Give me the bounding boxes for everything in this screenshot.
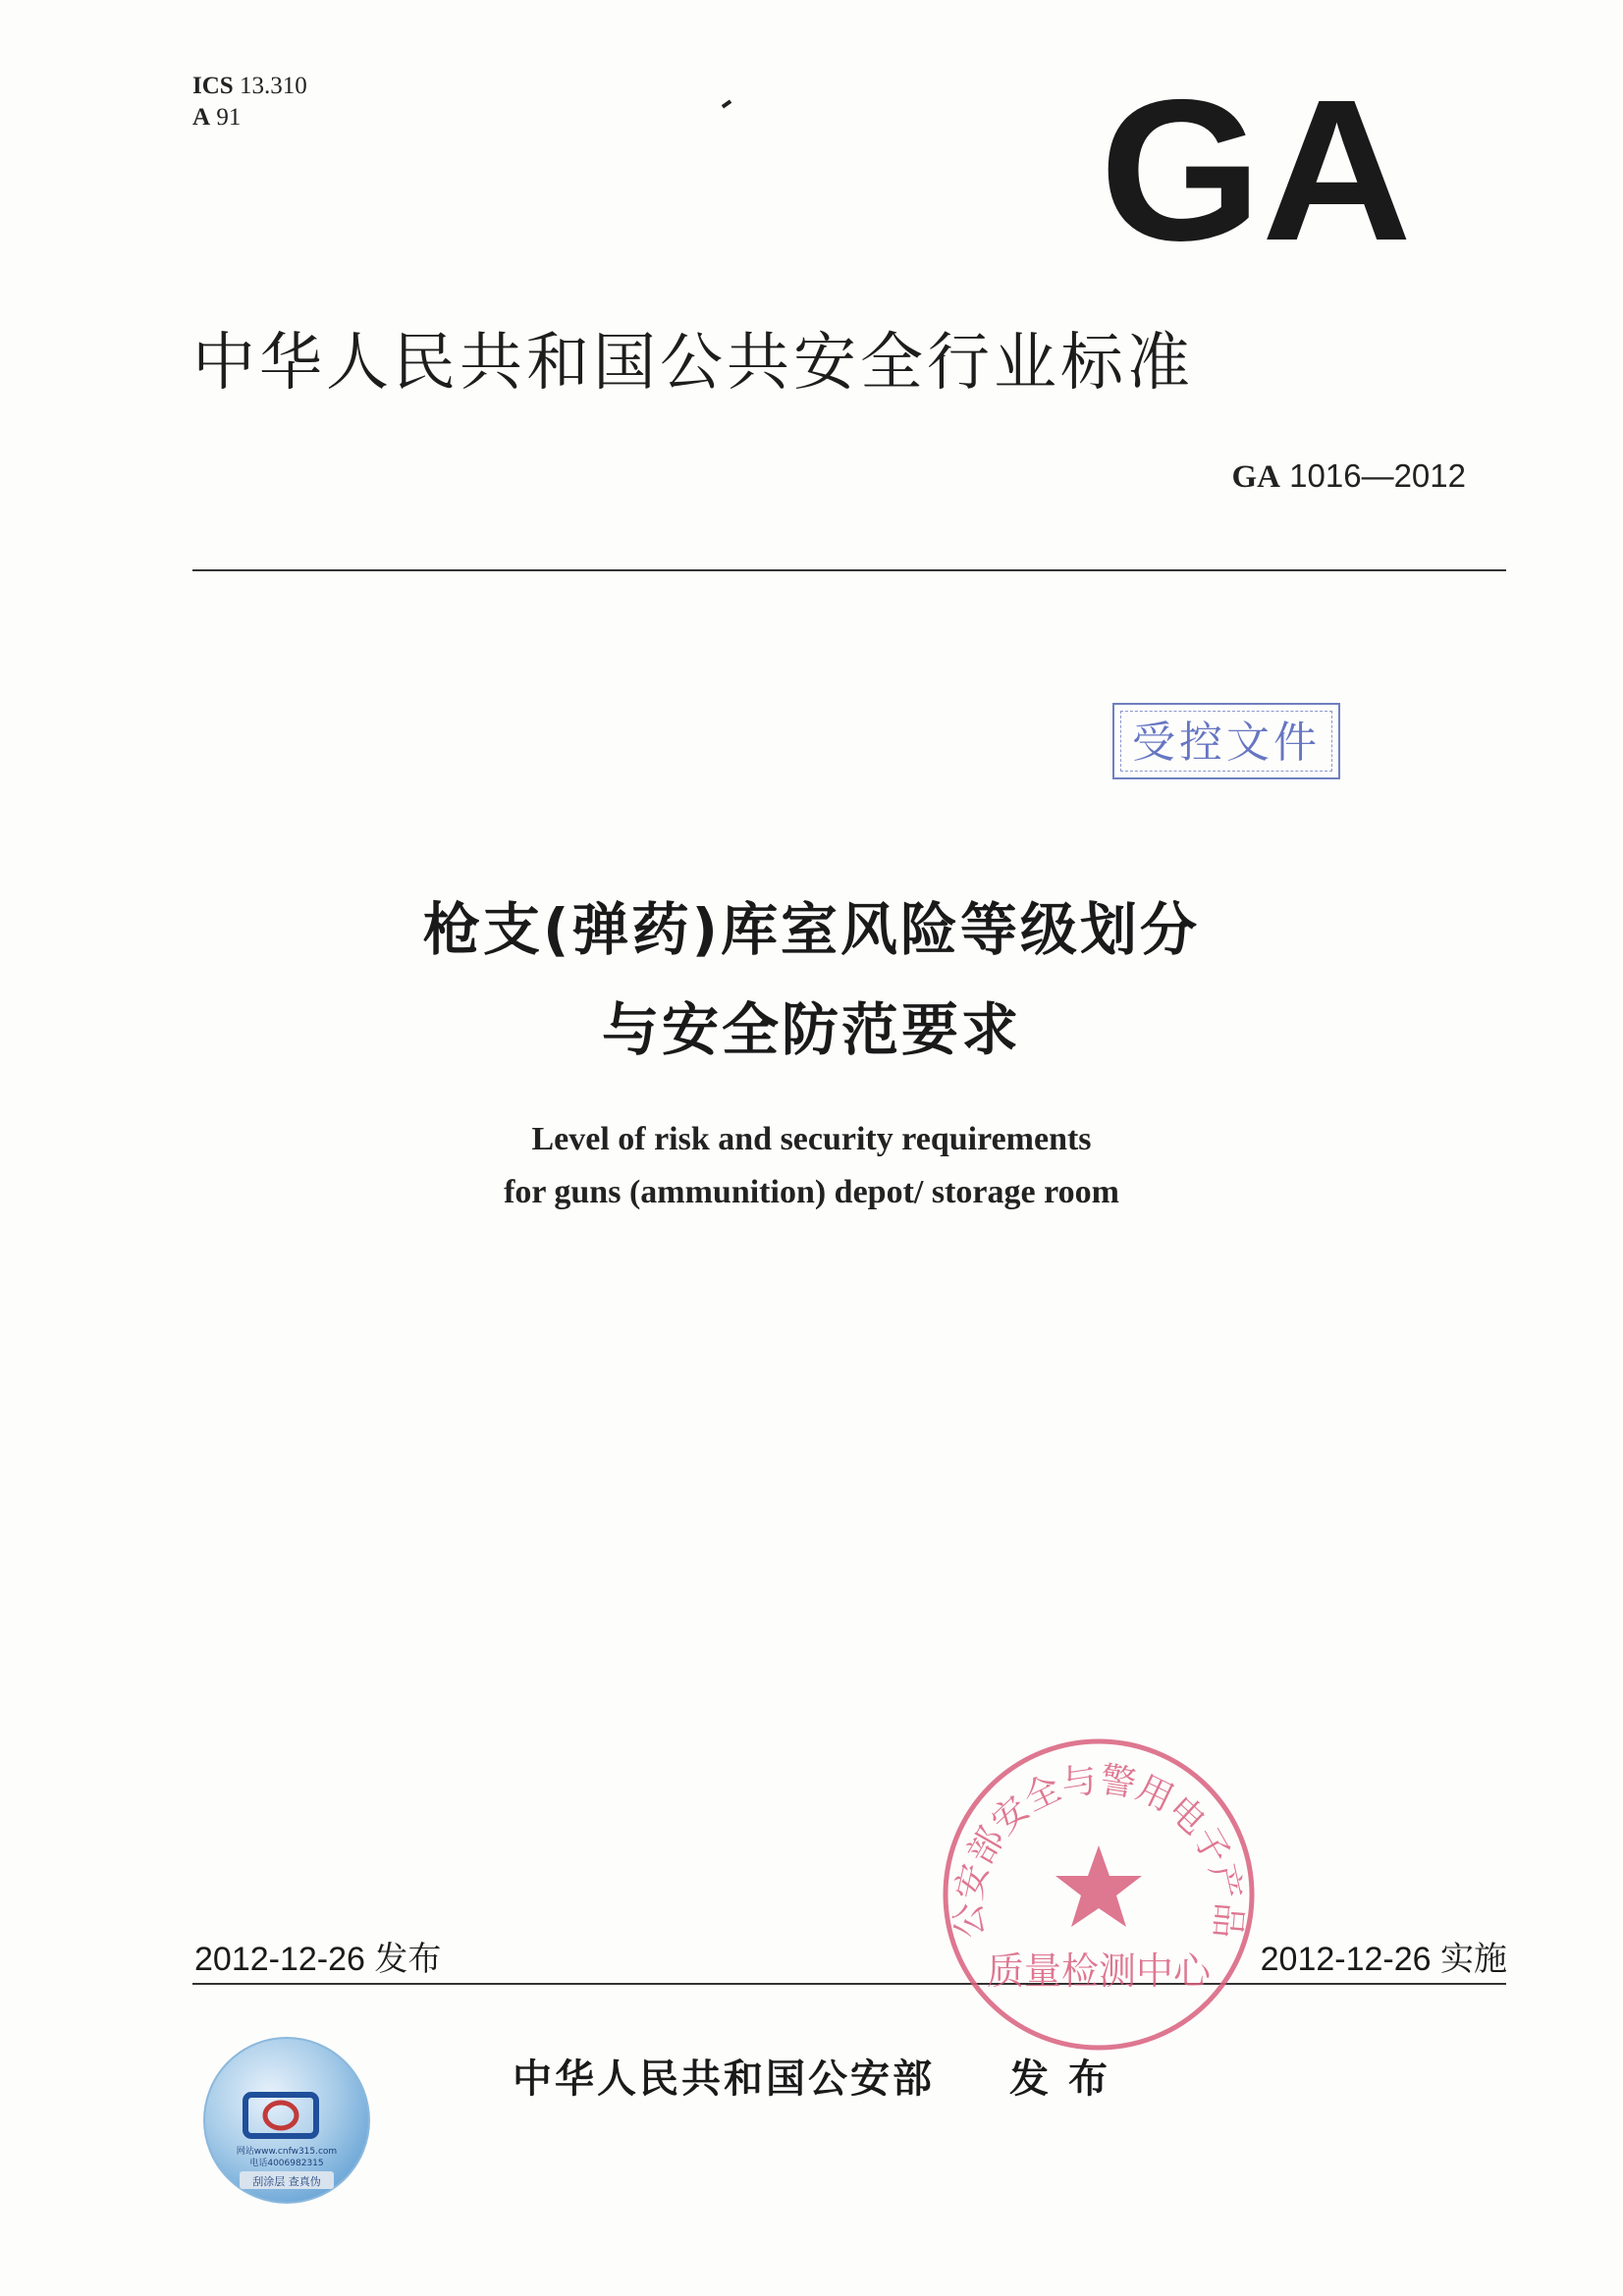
standard-number-prefix: GA	[1231, 459, 1280, 495]
header-divider	[192, 569, 1506, 571]
title-en-line1: Level of risk and security requirements	[531, 1121, 1092, 1157]
seal-ring-text: 公安部安全与警用电子产品	[948, 1759, 1249, 1940]
inspection-seal	[937, 1733, 1261, 2056]
hologram-phone-text: 电话4006982315	[249, 2159, 324, 2168]
scan-speck	[722, 99, 731, 108]
hologram-url-text: 网站www.cnfw315.com	[236, 2147, 338, 2157]
ccs-label: A	[192, 104, 211, 131]
seal-star-icon	[1055, 1845, 1142, 1927]
release-date: 2012-12-26 发布	[194, 1941, 442, 1978]
standard-number	[1232, 457, 1467, 496]
title-cn-line2: 与安全防范要求	[601, 996, 1021, 1063]
controlled-document-stamp: 受控文件	[1112, 703, 1340, 779]
ga-logo-text: GA	[1100, 90, 1412, 247]
ics-label: ICS	[192, 73, 234, 99]
classification-codes	[192, 71, 307, 133]
publisher-action: 发 布	[1009, 2056, 1110, 2102]
footer-divider	[192, 1983, 1506, 1985]
implementation-date: 2012-12-26 实施	[1260, 1941, 1507, 1978]
title-cn-line1: 枪支(弹药)库室风险等级划分	[422, 896, 1201, 963]
ics-code: 13.310	[239, 73, 307, 99]
standard-type-heading: 中华人民共和国公共安全行业标准	[192, 327, 1194, 400]
publisher-name: 中华人民共和国公安部	[513, 2056, 936, 2102]
hologram-scratch-text: 刮涂层 查真伪	[252, 2175, 321, 2188]
seal-center-text: 质量检测中心	[986, 1949, 1212, 1993]
ga-logo	[1098, 90, 1414, 247]
ccs-code: 91	[216, 104, 242, 131]
publisher-line	[0, 2048, 1623, 2104]
title-en-line2: for guns (ammunition) depot/ storage room	[504, 1174, 1119, 1210]
standard-number-value: 1016—2012	[1289, 457, 1466, 494]
